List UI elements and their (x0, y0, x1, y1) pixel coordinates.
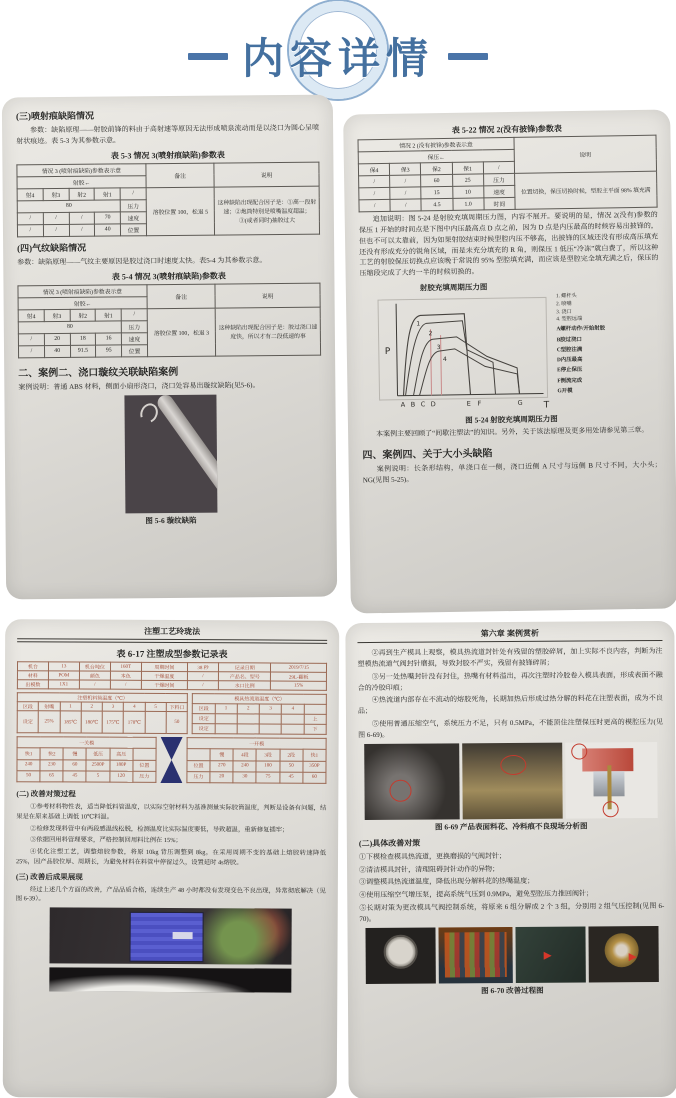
cell: 120 (110, 771, 133, 782)
header-rule (357, 640, 662, 643)
cell: 情况 2 (没有披锋)参数表示意 (358, 137, 514, 151)
cell: 60 (421, 174, 452, 186)
cell: 射2 (69, 188, 95, 200)
paragraph: 案例说明：普通 ABS 材料，侧面小扇形浇口，浇口处容易出璇纹缺陷(见5-6)。 (18, 380, 260, 391)
cell: 350P (303, 761, 326, 772)
list-item: ④使用压缩空气增压泵，提高系统气压到 0.9MPa，避免型腔压力推回阀针； (359, 889, 593, 900)
brass-fitting (605, 933, 639, 967)
cell: / (390, 175, 421, 187)
cell: / (359, 199, 390, 211)
cell: 40 (95, 224, 121, 236)
cell: 240 (17, 759, 40, 770)
cell: 1X1 (48, 680, 79, 689)
list-item: ④优化注塑工艺，调整熔胶参数，将原 10kg 背压调整到 8kg，在采用周期不变的基础上熔胶转速降低 25%，因产品胶位厚、周期长，为避免材料在料管中停留过久，设置延时 4s熔胶。 (15, 848, 327, 867)
cell: 干燥温度 (141, 671, 187, 680)
cell: 快1 (303, 749, 326, 760)
figure-6-70-photos (359, 926, 664, 984)
cell: 材料 (17, 671, 48, 680)
cell: / (359, 175, 390, 187)
cell: 16 (96, 332, 122, 344)
cell: 位置 (133, 760, 156, 771)
cell: 100 (256, 760, 279, 771)
cell: 射嘴 (39, 702, 60, 711)
cell: / (110, 680, 141, 689)
cell: 这种缺陷出现配合因子是：①高一段射速；②炮筒特别是喷嘴温度超温；③(或者同时)抽胶过大 (214, 186, 319, 235)
figure-caption: 图 6-69 产品表面料花、冷料痕不良现场分析图 (434, 821, 588, 832)
list-item: ②检修发现料管中有两段感温线松脱，检测温度比实际温度要低，导致超温，重新修复插牢； (30, 824, 289, 834)
cell: 快2 (40, 748, 63, 759)
cell: 保压← (358, 149, 514, 163)
figure-caption: 图 6-70 改善过程图 (481, 985, 544, 996)
curve-label: 4 (442, 356, 447, 364)
cell: 压力 (483, 173, 514, 185)
section-heading: (三)喷射痕缺陷情况 (15, 110, 95, 122)
book-page-photo-bottom-left[interactable] (3, 619, 339, 1098)
cell: / (121, 308, 147, 320)
cell: 4 (282, 704, 304, 714)
cell: POM (48, 671, 79, 680)
paragraph: 案例说明：长条形结构，单浇口在一侧，浇口近侧 A 尺寸与远侧 B 尺寸不同，大小头；NG(见图 5-25)。 (362, 460, 662, 485)
table-6-17-info (17, 661, 327, 691)
x-tick: C (420, 400, 426, 409)
cell: 2 (237, 704, 259, 714)
red-arrow-marker (543, 952, 551, 960)
cell: 射3 (44, 309, 70, 321)
mold-close-table (16, 736, 156, 783)
event-item: F倒流完成 (557, 377, 583, 384)
event-item: G开模 (557, 387, 573, 395)
cell: 60 (303, 772, 326, 783)
hotrunner-temp-table (192, 693, 327, 735)
x-tick: B (410, 400, 416, 409)
legend-item: 1. 螺杆头 (555, 293, 577, 300)
cell: 备注 (147, 284, 216, 309)
cell: 记录日期 (219, 663, 271, 672)
valve-control-panel-photo (439, 927, 513, 984)
paragraph: 追加说明：图 5-24 是射胶充填周期压力图，内容不展开。要说明的是，情况 2(没有)参数的保压 1 开始的时间点是下图中内压最高点 D 点之前，因为 D 点是内压最高的时候容易出披锋的，但也不可以太靠前，因为如果射胶结束时候型腔内压不够高，出披锋的区域还没有形成高压填充还没有形成充分的锐角区域，而是未充分填充的 R 角，则保压 1 低压“冷冻”就白费了，所以这种工艺的射胶保压切换点应该晚于常说的 95% 型腔填充满，而应该是型腔完全填充满之后，保压的压缩段完成了大约一半的时候切换的。 (358, 210, 659, 278)
cell: 高压 (110, 748, 133, 759)
cell: 230 (40, 759, 63, 770)
cell: 65 (40, 771, 63, 782)
cell: 175℃ (102, 711, 123, 733)
cell: 保3 (390, 163, 421, 175)
cell: / (43, 224, 69, 236)
cell (133, 749, 156, 760)
cell: 速度 (120, 211, 146, 223)
brass-fitting-photo (588, 926, 659, 982)
cell (259, 724, 281, 734)
y-axis-label: P (384, 346, 391, 358)
list-item: ③依据回用料管理要求，严格控制回用料比例在 15%； (30, 836, 182, 845)
figure-caption: 图 5-6 璇纹缺陷 (145, 516, 197, 526)
cell: 射2 (70, 309, 96, 321)
event-item: C型腔注满 (556, 346, 583, 354)
cell: 10 (452, 186, 483, 198)
paragraph: 本案例主要回顾了“间歇注塑法”的知识。另外，关于该法原理及更多用处请参见第三章。 (376, 425, 649, 439)
cell: 1 (215, 704, 237, 714)
cell: / (120, 187, 146, 199)
cell: 5 (145, 702, 166, 711)
cell: 50 (280, 761, 303, 772)
valve-pin-photo (462, 742, 563, 819)
cell (237, 724, 259, 734)
book-page-photo-top-right[interactable] (343, 109, 676, 613)
cell: 机台 (17, 662, 48, 671)
list-item: ①下模检查模具热流道，更换磨损的气阀封针； (358, 851, 506, 861)
cell: 下 (304, 724, 326, 734)
paragraph: 经过上述几个方面的改善，产品品质合格，连续生产 48 小时都没有发现变色不良出现，异常彻底解决（见图 6-39）。 (15, 885, 326, 903)
event-item: D内压最高 (556, 356, 583, 364)
cell: 射胶← (18, 296, 147, 309)
x-tick: A (400, 400, 406, 409)
section-heading: (三) 改善后成果展现 (15, 871, 83, 882)
list-item: ①参考材料物性表，适当降低料管温度，以实际空射材料为基准测量实际胶筒温度，判断是设备有问题，结果是在原来基础上调低 10℃料温。 (16, 803, 327, 821)
cell: 设定 (17, 711, 38, 733)
cell: 25% (38, 711, 59, 733)
x-tick: E (466, 399, 471, 408)
list-item: ⑤使用普通压缩空气，系统压力不足，只有 0.5MPa，不能顶住注塑保压时更高的模腔压力(见图 6-69)。 (358, 718, 664, 739)
cell: 压力 (120, 199, 146, 211)
cell: 18 (70, 333, 96, 345)
cell: / (69, 224, 95, 236)
cell: 情况 3 (喷射痕缺陷)参数表示意 (17, 163, 146, 176)
cell: 慢 (210, 749, 233, 760)
cell: 说明 (214, 162, 319, 187)
x-tick: F (477, 399, 482, 408)
cell: 产品名、型号 (218, 672, 270, 681)
cell: 15 (421, 186, 452, 198)
list-item: ②再到生产模具上观察，模具热流道封针处有残留的塑胶碎屑，加上实际不良内容，判断为注塑模热流道气阀封针磨损，导致封胶不严实，残留有披锋碎屑； (357, 646, 663, 668)
controller-screen (129, 912, 204, 961)
cell: 180P (110, 760, 133, 771)
cell: 2段 (280, 749, 303, 760)
figure-6-69-photos (358, 742, 664, 820)
cell: 80 (18, 320, 121, 333)
cell: 60 (63, 759, 86, 770)
cell: 3 (259, 704, 281, 714)
gauge-dial (384, 934, 418, 968)
mold-surface-photo (364, 743, 459, 820)
paragraph: 参数：缺陷原理——气纹主要原因是胶过浇口时速度太快。表5-4 为其参数示意。 (17, 255, 267, 267)
cell: 45 (280, 772, 303, 783)
cell: 95 (96, 344, 122, 356)
red-circle-marker (500, 755, 526, 775)
table-5-4 (17, 282, 321, 358)
cell: 机台吨位 (79, 662, 110, 671)
list-item: ②清洁模具封针，清理阻碍封针动作的异物； (359, 864, 500, 874)
cell: 38 秒 (188, 663, 219, 672)
cell: 射1 (94, 188, 120, 200)
cell: / (187, 681, 218, 690)
cell: / (187, 672, 218, 681)
cell: 射3 (43, 188, 69, 200)
cell: / (69, 212, 95, 224)
cell: 1 (60, 702, 81, 711)
cell (215, 724, 237, 734)
cell: 下料口 (166, 702, 187, 711)
cell: 80 (17, 200, 120, 213)
cell: 70 (95, 212, 121, 224)
cell: 240 (233, 760, 256, 771)
cell: / (17, 224, 43, 236)
cell: 颜色 (79, 671, 110, 680)
cell: 速度 (121, 332, 147, 344)
cell: / (79, 680, 110, 689)
cell: 干燥时间 (141, 680, 187, 689)
cell: 15% (271, 681, 327, 690)
defect-photo (124, 395, 217, 514)
cell: 说明 (514, 135, 657, 173)
book-page-photo-top-left[interactable] (2, 95, 337, 600)
x-tick: G (517, 398, 523, 407)
list-item: ③另一处热嘴封针没有封住，热嘴有材料溢出，再次注塑时冷胶卷入模具表面，形成表面不融合的冷胶印痕； (357, 670, 663, 692)
cell: 情况 3 (喷射痕缺陷)参数表示意 (18, 284, 147, 297)
cell: 保2 (421, 162, 452, 174)
curve-label: 2 (428, 330, 433, 338)
plastic-part-photo (49, 967, 291, 992)
cell: 出模数 (17, 680, 48, 689)
cell: 备注 (146, 163, 215, 188)
cell: 270 (210, 760, 233, 771)
x-axis-label: T (543, 400, 550, 411)
cell: 20 (44, 333, 70, 345)
cell: 25 (452, 174, 483, 186)
pressure-chart (366, 292, 661, 415)
pressure-chart-plot (366, 293, 554, 414)
cell: 位置 (187, 760, 210, 771)
cell: 注塑机料筒温度（℃） (17, 693, 187, 703)
cell: 13 (48, 662, 79, 671)
cell: 说明 (215, 283, 320, 308)
cell: 一关模 (17, 737, 156, 749)
table-5-22 (357, 135, 657, 213)
cell: 50 (17, 770, 40, 781)
cell: 射4 (18, 309, 44, 321)
cell: 本色 (110, 671, 141, 680)
event-item: A螺杆动作/开始射胶 (556, 325, 606, 333)
pressure-gauge-photo (366, 927, 437, 983)
table-caption: 表 6-17 注塑成型参数记录表 (116, 648, 228, 660)
cell: 速度 (483, 185, 514, 197)
plastic-strip-shape (154, 395, 217, 506)
cell: / (483, 161, 514, 173)
cell: 保4 (358, 163, 389, 175)
cell: 50 (166, 711, 188, 733)
x-tick: D (430, 400, 436, 409)
cell: 周期时间 (141, 662, 187, 671)
section-heading: (二)具体改善对策 (358, 838, 421, 848)
cell: 压力 (187, 771, 210, 782)
cell (259, 714, 281, 724)
cell: 位置切换，保压切换时候，型腔主平面 98% 填充满 (514, 171, 657, 209)
curve-label: 3 (436, 344, 441, 352)
cell: 160T (110, 662, 141, 671)
cell: 1.0 (452, 198, 483, 210)
header-rule (17, 638, 327, 644)
legend-item: 2. 喷嘴 (556, 300, 572, 308)
running-header: 第六章 案例赏析 (480, 628, 540, 639)
figure-caption: 图 5-24 射胶充填周期压力图 (465, 414, 558, 425)
page-title (0, 26, 676, 86)
event-item: B胶过浇口 (556, 336, 582, 343)
cell: 3段 (256, 749, 279, 760)
cell: 185℃ (60, 711, 81, 733)
cell: / (17, 212, 43, 224)
cell: 29L-翻板 (271, 672, 327, 681)
title-dash-right (448, 53, 488, 60)
cell: 射胶← (17, 175, 146, 188)
cell: 2500P (86, 760, 109, 771)
cell: 4.5 (421, 198, 452, 210)
table-caption: 表 5-4 情况 3(喷射痕缺陷)参数表 (111, 271, 226, 282)
mold-area-photo (515, 926, 586, 982)
cell: 这种缺陷出现配合因子是：胶过浇口速度快，所以才有二段低速的事 (216, 307, 321, 356)
cell: 2019/7/15 (271, 663, 327, 672)
list-item: ③调整模具热流道温度，降低出现分解料花的热嘴温度； (359, 877, 535, 887)
section-heading: (四)气纹缺陷情况 (17, 242, 87, 254)
cell: 位置 (121, 223, 147, 235)
cell: 20 (210, 771, 233, 782)
list-item: ⑤长期对策为更改模具气阀控制系统，将原来 6 组分解成 2 个 3 组，分别用 2 组气压控制(见图 6-70)。 (359, 902, 665, 924)
cell: 射4 (17, 188, 43, 200)
cell: 4 (124, 702, 145, 711)
table-5-3 (16, 161, 320, 237)
cell: 时间 (484, 197, 515, 209)
cell: / (390, 199, 421, 211)
cell: 低压 (86, 748, 109, 759)
list-item: ④热流道内部存在不流动的熔胶死角，长期加热后形成过热分解的料花在注塑表面，成为不良品； (357, 694, 663, 716)
cell: / (43, 212, 69, 224)
case-heading: 二、案例二、浇口璇纹关联缺陷案例 (18, 366, 179, 379)
title-dash-left (188, 53, 228, 60)
red-circle-marker (389, 780, 411, 802)
cell (237, 714, 259, 724)
machine-controller-photo (50, 907, 292, 964)
barrel-temp-table (17, 692, 189, 734)
cell: / (18, 345, 44, 357)
cell: 压力 (121, 320, 147, 332)
cell: 一开模 (187, 738, 326, 750)
cell: / (18, 333, 44, 345)
case-heading: 四、案例四、关于大小头缺陷 (362, 448, 493, 462)
cell: 射1 (96, 308, 122, 320)
chart-annotations (556, 293, 606, 412)
mold-open-table (186, 737, 326, 784)
table-caption: 表 5-3 情况 3(喷射痕缺陷)参数表 (110, 150, 225, 161)
cell: 慢 (63, 748, 86, 759)
legend-item: 4. 型腔远端 (556, 316, 583, 323)
page-title-text: 内容详情 (241, 37, 434, 83)
hot-runner-cad-image (566, 742, 658, 819)
cell: 4段 (233, 749, 256, 760)
section-heading: (二) 改善对策过程 (16, 789, 76, 799)
valve-knobs (445, 932, 507, 977)
cell: 模具热流道温度（℃） (193, 694, 327, 705)
cell (282, 724, 304, 734)
cell (282, 714, 304, 724)
cell: 保1 (452, 162, 483, 174)
cell: 40 (44, 345, 70, 357)
cell: 设定 (193, 714, 215, 724)
chart-title: 射胶充填周期压力图 (419, 282, 488, 293)
cell: 2 (81, 702, 102, 711)
cell (145, 711, 166, 733)
cell: 45 (63, 771, 86, 782)
cell: 位置 (122, 344, 148, 356)
cell: 水口比例 (218, 681, 270, 690)
cell: / (359, 187, 390, 199)
book-page-photo-bottom-right[interactable] (345, 621, 676, 1098)
cell: 溶胶位置 100，松退 5 (146, 187, 215, 236)
cell: 设定 (193, 724, 215, 734)
cell: 快1 (17, 748, 40, 759)
cell (304, 704, 326, 714)
cell: 91.5 (70, 345, 96, 357)
table-caption: 表 5-22 情况 2(没有披锋)参数表 (451, 124, 562, 135)
event-item: E停止保压 (557, 367, 583, 374)
bowtie-graphic (160, 737, 182, 783)
cell: 上 (304, 714, 326, 724)
red-arrow-marker (629, 953, 637, 961)
paragraph: 参数：缺陷原理——射胶前锋的料由于高射速等原因无法形成喷泉流动而是以浇口为圆心呈喷射状痕迹。表 5-3 为其参数示意。 (16, 123, 320, 146)
running-header: 注塑工艺玲珑法 (144, 626, 201, 637)
cell: 75 (256, 772, 279, 783)
cell: 30 (233, 772, 256, 783)
legend-item: 3. 浇口 (556, 308, 572, 315)
cell: 180℃ (81, 711, 102, 733)
curve-label: 1 (416, 320, 421, 328)
cell (215, 714, 237, 724)
cell: / (390, 187, 421, 199)
cell: 压力 (133, 771, 156, 782)
cell: 3 (102, 702, 123, 711)
cell: 区段 (193, 704, 215, 714)
cell (187, 749, 210, 760)
cell: 170℃ (124, 711, 145, 733)
red-circle-marker (603, 801, 619, 817)
cell: 溶胶位置 100，松退 3 (147, 308, 216, 357)
cell: 5 (86, 771, 109, 782)
cell: 区段 (17, 702, 38, 711)
